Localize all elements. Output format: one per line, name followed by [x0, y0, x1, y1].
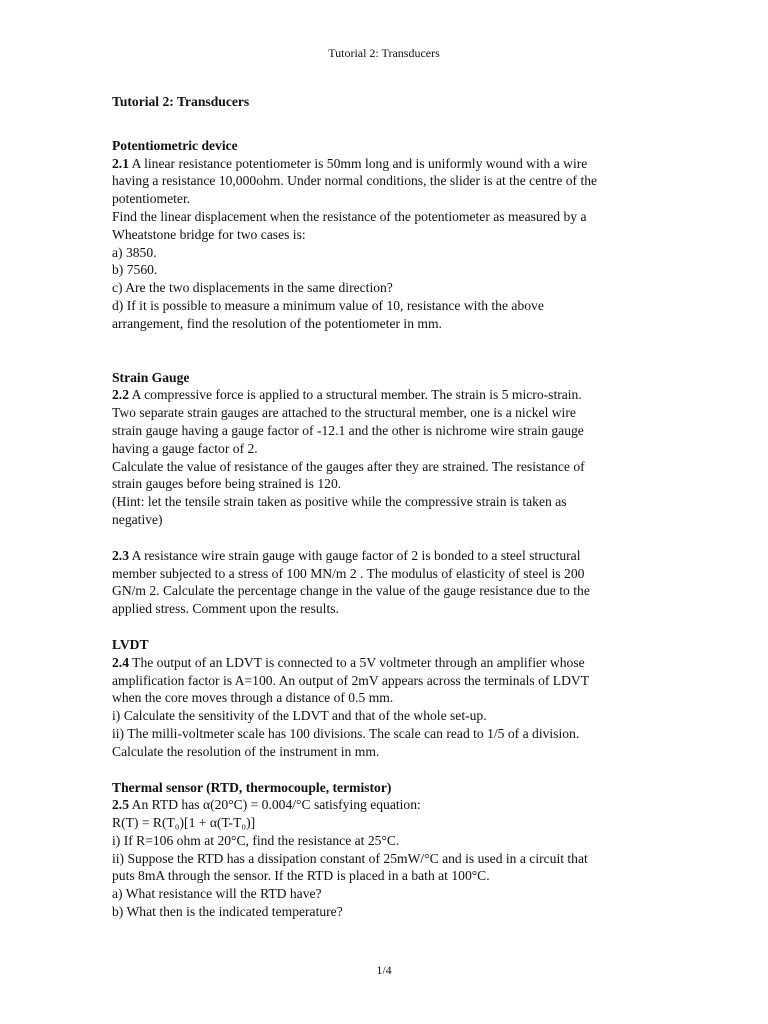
question-number: 2.5 — [112, 797, 129, 813]
question-line: when the core moves through a distance of 0.5 mm. — [112, 690, 394, 706]
question-line: 2.5 An RTD has α(20°C) = 0.004/°C satisfying equation: — [112, 797, 421, 813]
question-line: negative) — [112, 511, 163, 527]
question-line: having a gauge factor of 2. — [112, 440, 258, 456]
question-line: i) Calculate the sensitivity of the LDVT and that of the whole set-up. — [112, 708, 487, 724]
question-line: 2.1 A linear resistance potentiometer is 50mm long and is uniformly wound with a wire — [112, 155, 588, 171]
question-line: a) What resistance will the RTD have? — [112, 886, 322, 902]
question-line: GN/m 2. Calculate the percentage change in the value of the gauge resistance due to the — [112, 583, 590, 599]
question-line: d) If it is possible to measure a minimum value of 10, resistance with the above — [112, 297, 544, 313]
question-line: strain gauge having a gauge factor of -12.1 and the other is nichrome wire strain gauge — [112, 422, 584, 438]
question-line: potentiometer. — [112, 191, 191, 207]
question-2-1 — [112, 155, 657, 333]
question-line: ii) The milli-voltmeter scale has 100 divisions. The scale can read to 1/5 of a division. — [112, 725, 580, 741]
question-number: 2.4 — [112, 654, 129, 670]
question-line: applied stress. Comment upon the results. — [112, 601, 339, 617]
spacer — [112, 333, 657, 369]
question-line: arrangement, find the resolution of the potentiometer in mm. — [112, 315, 442, 331]
question-line: member subjected to a stress of 100 MN/m 2 . The modulus of elasticity of steel is 200 — [112, 565, 585, 581]
question-line: Calculate the value of resistance of the gauges after they are strained. The resistance of — [112, 458, 585, 474]
question-2-5 — [112, 796, 657, 921]
page-number: 1/4 — [376, 963, 392, 977]
question-2-2 — [112, 386, 657, 528]
section-heading-potentiometric: Potentiometric device — [112, 137, 238, 153]
question-line: (Hint: let the tensile strain taken as positive while the compressive strain is taken as — [112, 494, 567, 510]
question-line: c) Are the two displacements in the same direction? — [112, 280, 393, 296]
question-line: b) What then is the indicated temperature? — [112, 904, 343, 920]
question-line: 2.3 A resistance wire strain gauge with gauge factor of 2 is bonded to a steel structural — [112, 547, 581, 563]
spacer — [112, 761, 657, 779]
question-line: i) If R=106 ohm at 20°C, find the resistance at 25°C. — [112, 832, 400, 848]
question-number: 2.2 — [112, 387, 129, 403]
document-title: Tutorial 2: Transducers — [112, 94, 250, 109]
running-header: Tutorial 2: Transducers — [328, 46, 440, 60]
section-heading-thermal-sensor: Thermal sensor (RTD, thermocouple, termistor) — [112, 779, 392, 795]
question-line: a) 3850. — [112, 244, 157, 260]
question-line: Wheatstone bridge for two cases is: — [112, 226, 306, 242]
spacer — [112, 529, 657, 547]
question-2-3 — [112, 547, 657, 618]
question-line: strain gauges before being strained is 120. — [112, 476, 342, 492]
document-body — [112, 93, 657, 921]
question-line: amplification factor is A=100. An output of 2mV appears across the terminals of LDVT — [112, 672, 590, 688]
question-line: 2.4 The output of an LDVT is connected to a 5V voltmeter through an amplifier whose — [112, 654, 585, 670]
question-2-4 — [112, 654, 657, 761]
spacer — [112, 618, 657, 636]
question-line: ii) Suppose the RTD has a dissipation constant of 25mW/°C and is used in a circuit that — [112, 850, 588, 866]
question-line: 2.2 A compressive force is applied to a structural member. The strain is 5 micro-strain. — [112, 387, 582, 403]
question-line: b) 7560. — [112, 262, 158, 278]
question-line: having a resistance 10,000ohm. Under normal conditions, the slider is at the centre of the — [112, 173, 598, 189]
section-heading-lvdt: LVDT — [112, 636, 149, 652]
question-line: puts 8mA through the sensor. If the RTD is placed in a bath at 100°C. — [112, 868, 490, 884]
question-line: Find the linear displacement when the resistance of the potentiometer as measured by a — [112, 208, 587, 224]
question-number: 2.1 — [112, 155, 129, 171]
question-line: Calculate the resolution of the instrument in mm. — [112, 743, 380, 759]
question-line: Two separate strain gauges are attached to the structural member, one is a nickel wire — [112, 405, 576, 421]
section-heading-strain-gauge: Strain Gauge — [112, 369, 190, 385]
question-number: 2.3 — [112, 547, 129, 563]
equation-line: R(T) = R(T₀)[1 + α(T-T₀)] — [112, 815, 256, 831]
